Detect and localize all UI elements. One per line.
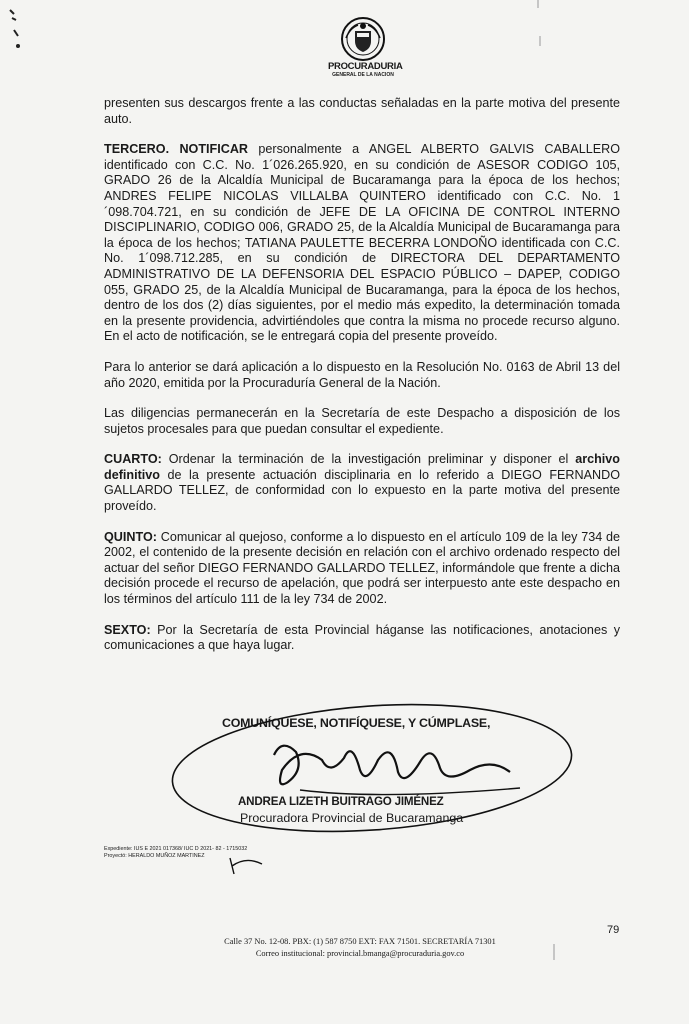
paragraph-resolucion: Para lo anterior se dará aplicación a lo dispuesto en la Resolución No. 0163 de Abril 13 del año 2020, emitida por la Procuraduría General de la Nación. [104, 359, 620, 390]
cuarto-text-b: de la presente actuación disciplinaria en lo referido a DIEGO FERNANDO GALLARDO TELLEZ, de conformidad con lo expuesto en la parte motiva del presente proveído. [104, 467, 620, 514]
proyecto-line: Proyectó: HERALDO MUÑOZ MARTINEZ [104, 853, 205, 859]
footer-address: Calle 37 No. 12-08. PBX: (1) 587 8750 EXT: FAX 71501. SECRETARÍA 71301 [224, 937, 496, 946]
cuarto-label: CUARTO: [104, 452, 162, 467]
signatory-role: Procuradora Provincial de Bucaramanga [240, 811, 464, 825]
footer-email: Correo institucional: provincial.bmanga@procuraduria.gov.co [255, 949, 465, 958]
tercero-label: TERCERO. NOTIFICAR [104, 142, 249, 157]
logo-subtitle: GENERAL DE LA NACION [332, 72, 394, 78]
paragraph-diligencias: Las diligencias permanecerán en la Secretaría de este Despacho a disposición de los sujetos procesales para que puedan consultar el expediente. [104, 406, 620, 436]
cuarto-text-a: Ordenar la terminación de la investigación preliminar y disponer el [161, 452, 576, 467]
tercero-text: personalmente a ANGEL ALBERTO GALVIS CABALLERO identificado con C.C. No. 1´026.265.920, en su condición de ASESOR CODIGO 105, GRADO 26 de la Alcaldía Municipal de Bucaramanga para la época de los hechos; ANDRES FELIPE NICOLAS VILLALBA QUINTERO identificado con C.C. No. 1´098.704.721, en su condición de JEFE DE LA OFICINA DE CONTROL INTERNO DISCIPLINARIO, CODIGO 006, GRADO 25, de la Alcaldía Municipal de Bucaramanga para la época de los hechos; TATIANA PAULETTE BECERRA LONDOÑO identificada con C.C. No. 1´098.712.285, en su condición de DIRECTORA DEL DEPARTAMENTO ADMINISTRATIVO DE LA DEFENSORIA DEL ESPACIO PÚBLICO – DAPEP, CODIGO 055, GRADO 25, de la Alcaldía Municipal de Bucaramanga, para la época de los hechos, dentro de los dos (2) días siguientes, por el medio más expedito, la determinación tomada en la presente providencia, advirtiéndoles que contra la misma no procede recurso alguno. En el acto de notificación, se le entregará copia del presente proveído. [104, 142, 620, 344]
archivo-definitivo-emphasis: archivo definitivo [104, 452, 620, 482]
paragraph-intro: presenten sus descargos frente a las conductas señaladas en la parte motiva del presente auto. [104, 96, 620, 126]
page-number: 79 [607, 924, 620, 936]
quinto-label: QUINTO: [104, 529, 157, 544]
quinto-text: Comunicar al quejoso, conforme a lo dispuesto en el artículo 109 de la ley 734 de 2002, el contenido de la presente decisión en relación con el archivo ordenado respecto del actuar del señor DIEGO FERNANDO GALLARDO TELLEZ, informándole que frente a dicha decisión procede el recurso de apelación, que podrá ser interpuesto ante este despacho en los términos del artículo 111 de la ley 734 de 2002. [104, 529, 620, 607]
signatory-name: ANDREA LIZETH BUITRAGO JIMÉNEZ [238, 795, 444, 808]
logo-title: PROCURADURIA [328, 61, 403, 72]
sexto-text: Por la Secretaría de esta Provincial háganse las notificaciones, anotaciones y comunicaciones a que haya lugar. [104, 622, 620, 653]
sexto-label: SEXTO: [104, 622, 151, 637]
expediente-line: Expediente: IUS E 2021 017368/ IUC D 2021- 82 - 1715032 [104, 846, 248, 852]
closing-formula: COMUNÍQUESE, NOTIFÍQUESE, Y CÚMPLASE, [222, 716, 491, 730]
